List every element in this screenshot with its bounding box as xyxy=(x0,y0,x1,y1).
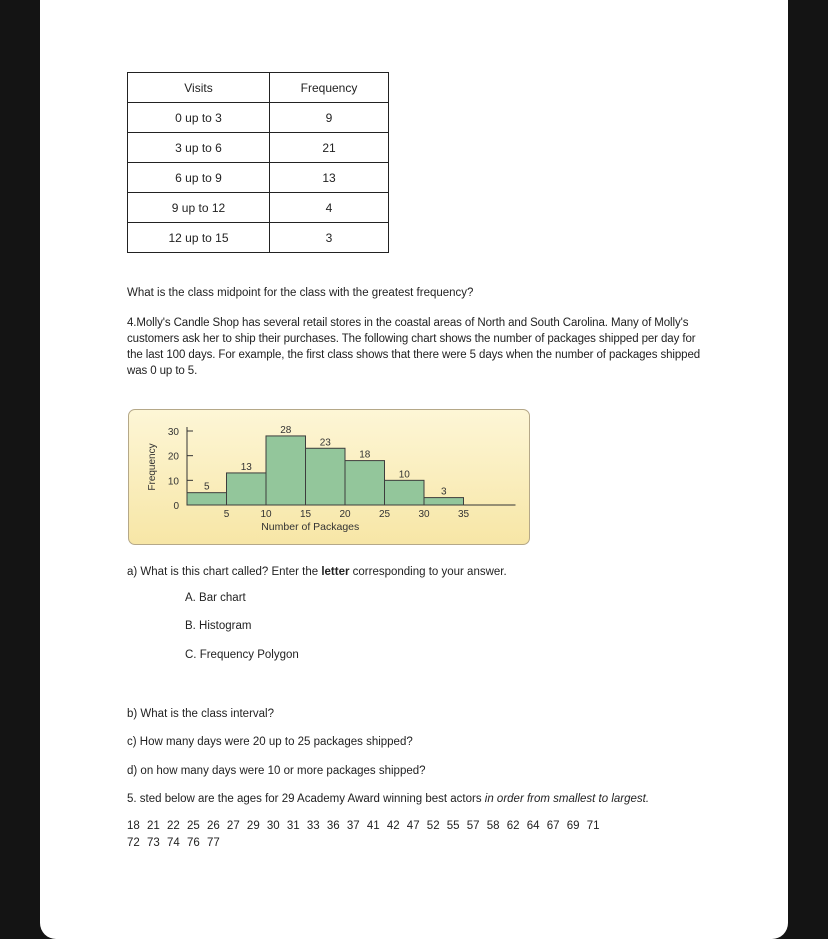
histogram-bar xyxy=(187,493,227,505)
histogram-bar xyxy=(345,461,385,505)
question-a-suffix: corresponding to your answer. xyxy=(349,566,507,578)
histogram-bar xyxy=(306,448,346,505)
question-5 xyxy=(127,791,707,807)
option-a: A. Bar chart xyxy=(185,592,246,604)
cell-frequency: 4 xyxy=(270,193,389,223)
bar-data-label: 23 xyxy=(319,437,331,449)
histogram-chart xyxy=(128,409,530,545)
question-b: b) What is the class interval? xyxy=(127,708,275,720)
histogram-bar xyxy=(424,498,464,505)
y-tick-label: 20 xyxy=(167,451,179,463)
cell-frequency: 3 xyxy=(270,223,389,253)
y-tick-label: 10 xyxy=(167,476,179,488)
cell-frequency: 9 xyxy=(270,103,389,133)
option-c: C. Frequency Polygon xyxy=(185,649,299,661)
bar-data-label: 5 xyxy=(203,481,210,493)
question-5-italic: in order from smallest to largest. xyxy=(484,793,650,805)
header-visits: Visits xyxy=(128,73,270,103)
cell-frequency: 13 xyxy=(270,163,389,193)
x-axis-label: Number of Packages xyxy=(261,521,360,533)
question-4-intro: 4.Molly's Candle Shop has several retail stores in the coastal areas of North and South Carolina. Many of Molly's customers ask her to ship their purchases. The following chart shows the number of packages shipped per day for the last 100 days. For example, the first class shows that there were 5 days when the number of packages shipped was 0 up to 5. xyxy=(127,317,701,377)
cell-visits: 12 up to 15 xyxy=(128,223,270,253)
question-d: d) on how many days were 10 or more packages shipped? xyxy=(127,765,426,777)
cell-frequency: 21 xyxy=(270,133,389,163)
x-tick-label: 25 xyxy=(378,509,391,520)
cell-visits: 0 up to 3 xyxy=(128,103,270,133)
option-b: B. Histogram xyxy=(185,620,252,632)
ages-line-1: 18 21 22 25 26 27 29 30 31 33 36 37 41 42 47 52 55 57 58 62 64 67 69 71 xyxy=(127,820,600,832)
x-tick-label: 30 xyxy=(418,509,430,520)
question-a-prefix: a) What is this chart called? Enter the xyxy=(127,566,322,578)
bar-data-label: 28 xyxy=(280,424,292,436)
y-tick-label: 30 xyxy=(167,427,179,438)
y-tick-label: 0 xyxy=(173,501,179,512)
bar-data-label: 3 xyxy=(440,486,447,498)
ages-line-2: 72 73 74 76 77 xyxy=(127,837,220,849)
header-frequency: Frequency xyxy=(270,73,389,103)
histogram-svg xyxy=(129,410,531,546)
table-row xyxy=(128,133,389,163)
question-c: c) How many days were 20 up to 25 packages shipped? xyxy=(127,736,413,748)
cell-visits: 3 up to 6 xyxy=(128,133,270,163)
bar-data-label: 18 xyxy=(359,449,371,461)
histogram-bar xyxy=(266,436,306,505)
bar-data-label: 13 xyxy=(240,461,252,473)
x-tick-label: 35 xyxy=(457,509,470,520)
table-row xyxy=(128,103,389,133)
question-5-prefix: 5. sted below are the ages for 29 Academy Award winning best actors xyxy=(127,793,485,805)
question-a xyxy=(127,564,707,580)
cell-visits: 9 up to 12 xyxy=(128,193,270,223)
histogram-bar xyxy=(385,480,425,505)
frequency-table xyxy=(127,72,389,253)
x-tick-label: 5 xyxy=(223,509,230,520)
ages-list xyxy=(127,818,707,852)
x-tick-label: 15 xyxy=(299,509,312,520)
x-tick-label: 10 xyxy=(260,509,272,520)
table-row xyxy=(128,163,389,193)
table-row xyxy=(128,223,389,253)
question-midpoint: What is the class midpoint for the class with the greatest frequency? xyxy=(127,287,474,299)
histogram-bar xyxy=(227,473,267,505)
question-a-bold: letter xyxy=(321,566,350,578)
table-row xyxy=(128,193,389,223)
y-axis-label: Frequency xyxy=(147,443,158,491)
bar-data-label: 10 xyxy=(398,469,410,481)
x-tick-label: 20 xyxy=(339,509,351,520)
cell-visits: 6 up to 9 xyxy=(128,163,270,193)
table-header-row xyxy=(128,73,389,103)
